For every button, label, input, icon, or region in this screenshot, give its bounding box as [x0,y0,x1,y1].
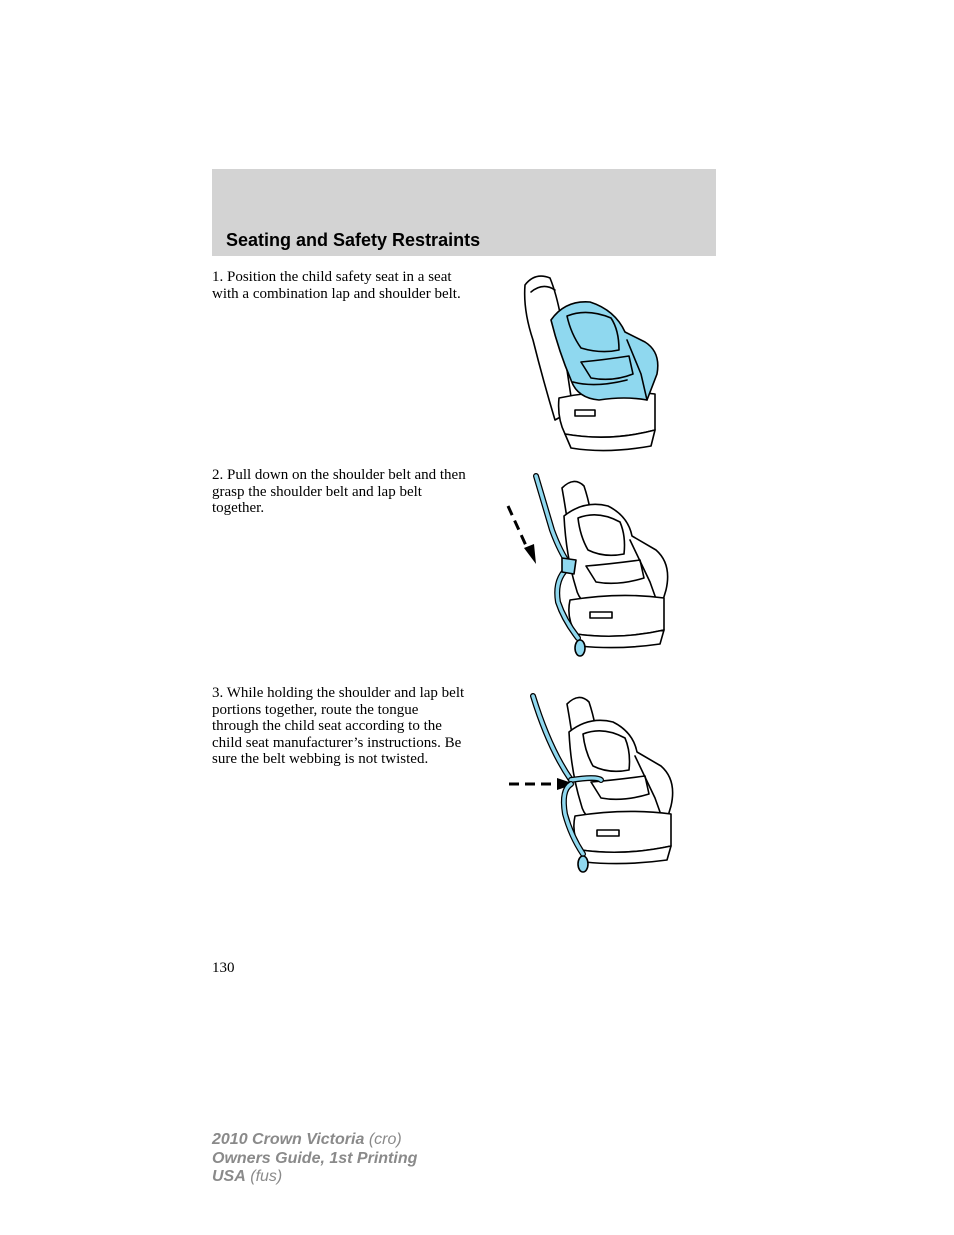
step-1-text: 1. Position the child safety seat in a seat with a combination lap and shoulder belt. [212,269,461,302]
footer-market-code: (fus) [250,1168,283,1185]
child-seat-positioned-illustration [515,270,670,452]
footer-model: 2010 Crown Victoria [212,1131,365,1148]
route-belt-tongue-illustration [505,690,685,880]
step-3-text: 3. While holding the shoulder and lap belt portions together, route the tongue through the child seat according to the child seat manufacturer’s instructions. Be sure the belt webbing is not twisted. [212,685,465,767]
document-footer [212,1131,417,1187]
footer-guide: Owners Guide, 1st Printing [212,1149,418,1167]
pull-shoulder-belt-illustration [500,470,680,660]
section-title: Seating and Safety Restraints [226,230,481,250]
step-2-text: 2. Pull down on the shoulder belt and then grasp the shoulder belt and lap belt together. [212,467,466,516]
footer-market: USA [212,1168,246,1185]
page-number: 130 [212,960,235,976]
footer-model-code: (cro) [368,1131,402,1148]
section-header-band [212,169,716,256]
